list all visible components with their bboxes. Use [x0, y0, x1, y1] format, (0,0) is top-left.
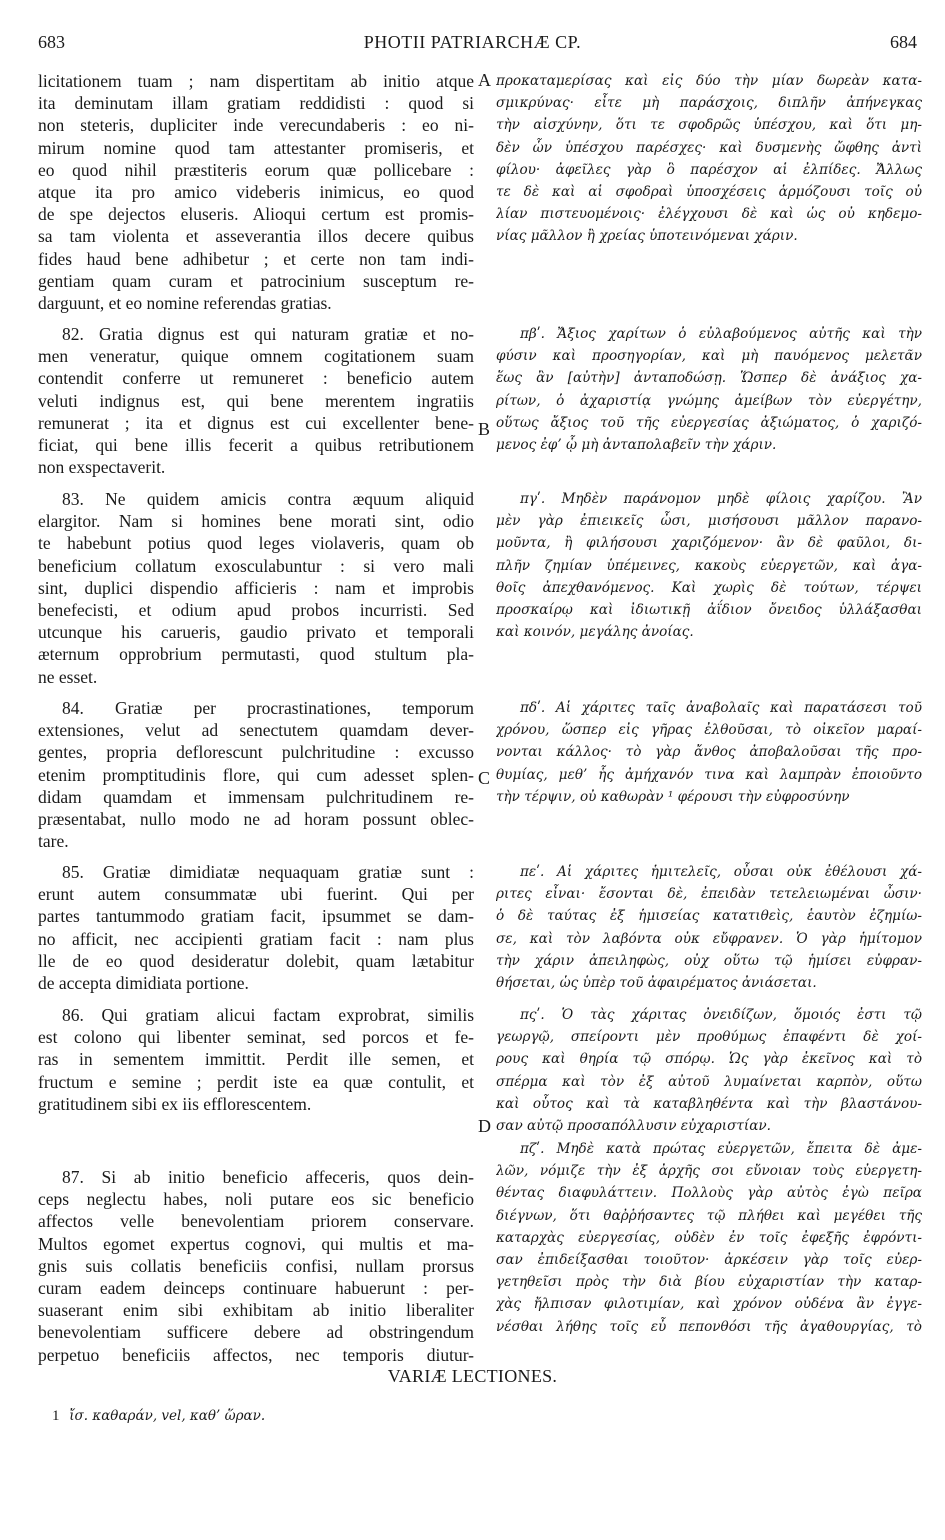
greek-line: ριτες εἶναι· ἔσονται δὲ, ἐπειδὰν τετελειωμέναι ὦσιν·: [496, 886, 922, 903]
greek-line: ὁ δὲ ταύτας ἐξ ἡμισείας κατατιθεὶς, ἑαυτὸν ἐζημίω-: [496, 908, 922, 925]
latin-line: fides haud bene adhibetur ; et certe non tam indi-: [38, 248, 474, 269]
greek-line: τὴν αἰσχύνην, ὅτι τε σφοδρῶς ὑπέσχου, καὶ ὅτι μη-: [496, 117, 922, 134]
latin-line: benefecisti, et odium apud probos incurristi. Sed: [38, 599, 474, 620]
greek-line: καὶ κοινόν, μεγάλης ἀνοίας.: [496, 624, 694, 641]
greek-line: δὲν ὧν ὑπέσχου παρέσχες· καὶ δυσμενὴς ὤφθης ἀντὶ: [496, 139, 922, 156]
latin-line: beneficium collatum exosculabuntur : si vero mali: [38, 555, 474, 576]
greek-line: θήσεται, ὡς ὑπὲρ τοῦ ἀφαιρέματος ἀνιάσεται.: [496, 974, 817, 991]
running-title: PHOTII PATRIARCHÆ CP.: [363, 32, 582, 52]
greek-paragraph-83: [496, 488, 922, 643]
latin-line: Multos egomet expertus cognovi, qui multis et ma-: [38, 1233, 474, 1254]
footnote-text: ἴσ. καθαράν, vel, καθ’ ὥραν.: [69, 1408, 266, 1424]
latin-line: lle de eo quod desideratur dolebit, quam lætabitur: [38, 950, 474, 971]
greek-line: πβʹ. Ἄξιος χαρίτων ὁ εὐλαβούμενος αὐτῆς καὶ τὴν: [520, 326, 922, 342]
latin-line: elargitor. Nam si homines bene morati sint, odio: [38, 511, 474, 532]
greek-line: θοῖς ἀπεχθανόμενος. Καὶ χωρὶς δὲ τούτων, τέρψει: [496, 579, 922, 596]
latin-line: etenim promptitudinis flore, qui cum adesset splen-: [38, 764, 474, 785]
greek-line: σαν ἐπιδείξασθαι τοιοῦτον· ἀρκέσειν γὰρ τοῖς εὐερ-: [496, 1251, 922, 1268]
greek-line: διέγνων, ὅτι θαῤῥήσαντες τῷ πλήθει καὶ μεγέθει τῆς: [496, 1207, 922, 1224]
greek-line: πλῆν ζημίαν ὑπέμεινες, κακοὺς εὐεργετῶν, καὶ ἀγα-: [496, 557, 922, 574]
latin-line: affectos velle benevolentiam priorem conservare.: [38, 1211, 474, 1232]
margin-marker-a: A: [478, 70, 491, 90]
latin-line: 87. Si ab initio beneficio affeceris, quos dein-: [62, 1167, 474, 1187]
greek-line: νονται κάλλος· τὸ γὰρ ἄνθος ἀποβαλοῦσαι τῆς προ-: [496, 744, 922, 761]
greek-paragraph-86: [496, 1004, 922, 1137]
latin-line: æternum opprobrium permutasti, quod stultum pla-: [38, 644, 474, 665]
latin-line: est colono qui libenter seminat, sed porcos et fe-: [38, 1027, 474, 1048]
greek-line: πςʹ. Ὁ τὰς χάριτας ὀνειδίζων, ὅμοιός ἐστι τῷ: [520, 1007, 922, 1023]
greek-line: τὴν χάριν ἀπειληφὼς, οὐχ οὕτω τῷ ἡμίσει εὐφραν-: [496, 952, 922, 969]
page-header: [0, 32, 945, 56]
latin-line: ita deminutam illam gratiam reddidisti : quod si: [38, 93, 474, 114]
greek-line: τὴν τέρψιν, οὐ καθωρὰν ¹ φέρουσι τὴν εὐφροσύνην: [496, 788, 850, 805]
latin-line: sa tam violenta et asseverantia illos decere quibus: [38, 226, 474, 247]
latin-line: ceps neglectu habes, noli putare eos sic beneficio: [38, 1189, 474, 1210]
greek-line: ρους καὶ θηρία τῷ σπόρῳ. Ὡς γὰρ ἐκεῖνος καὶ τὸ: [496, 1051, 922, 1068]
greek-line: νέσθαι λήθης τοῖς εὖ πεπονθόσι τῆς ἀγαθουργίας, τὸ: [496, 1318, 922, 1335]
greek-line: καταρχὰς εὐεργεσίας, οὐδὲν ἐν τοῖς ἐφεξῆς ἐφρόντι-: [496, 1229, 922, 1246]
latin-paragraph-86: [38, 1004, 474, 1115]
greek-line: σπέρμα καὶ τὸν ἐξ αὐτοῦ λυμαίνεται καρπὸν, οὕτω: [496, 1073, 922, 1090]
greek-line: νίας μᾶλλον ἢ χρείας ὑποτεινόμεναι χάριν.: [496, 228, 798, 245]
latin-line: 83. Ne quidem amicis contra æquum aliquid: [62, 489, 474, 509]
latin-line: erunt autem consummatæ ubi fuerint. Qui per: [38, 884, 474, 905]
greek-paragraph-81: [496, 70, 922, 248]
greek-line: λῶν, νόμιζε τὴν ἐξ ἀρχῆς σοι εὔνοιαν τοὺς εὐεργετη-: [496, 1163, 922, 1180]
greek-line: χὰς ἤλπισαν φιλοτιμίαν, καὶ χρόνον οὐδένα ἂν ἐγγε-: [496, 1296, 922, 1313]
greek-line: μὲν γὰρ ἐπιεικεῖς ὦσι, μισήσουσι μᾶλλον παρανο-: [496, 513, 922, 530]
latin-line: no afficit, nec accipienti gratiam facit : nam plus: [38, 928, 474, 949]
latin-line: partes tantummodo gratiam facit, ipsummet se dam-: [38, 906, 474, 927]
greek-line: μενος ἐφ’ ᾧ μὴ ἀνταπολαβεῖν τὴν χάριν.: [496, 436, 777, 453]
margin-marker-b: B: [478, 419, 491, 439]
greek-line: πζʹ. Μηδὲ κατὰ πρώτας εὐεργετῶν, ἔπειτα δὲ ἀμε-: [520, 1141, 922, 1157]
latin-line: sint, duplici dispendio afficieris : nam et improbis: [38, 577, 474, 598]
latin-line: 84. Gratiæ per procrastinationes, temporum: [62, 698, 474, 718]
variae-lectiones-heading: VARIÆ LECTIONES.: [387, 1366, 558, 1386]
greek-line: καὶ οὗτος καὶ τὰ καταβληθέντα καὶ τὴν βλαστάνου-: [496, 1095, 922, 1112]
latin-line: tare.: [38, 831, 69, 852]
latin-line: benevolentiam sufficere debere ad obstringendum: [38, 1322, 474, 1343]
latin-paragraph-87: [38, 1166, 474, 1366]
latin-line: eo quod nihil præstiteris eorum quæ pollicebare :: [38, 159, 474, 180]
greek-line: λίαν πιστευομένοις· ἐλέγχουσι δὲ καὶ ὡς οὐ κηδεμο-: [496, 206, 922, 223]
latin-line: didam quamdam et immensam pulchritudinem re-: [38, 786, 474, 807]
greek-paragraph-87: [496, 1138, 922, 1338]
margin-marker-d: D: [478, 1116, 491, 1136]
latin-line: fructum e semine ; perdit iste ea quæ contulit, et: [38, 1071, 474, 1092]
latin-line: ficiat, qui bene illis fecerit a quibus retributionem: [38, 434, 474, 455]
latin-line: veluti indignus est, qui bene merentem ingratiis: [38, 390, 474, 411]
greek-line: οὕτως ἄξιος τοῦ τῆς εὐεργεσίας ἀξιώματος, ὁ χαριζό-: [496, 414, 922, 431]
latin-line: remunerat ; ita et dignus est cui excellenter bene-: [38, 412, 474, 433]
latin-line: te habebunt potius quod leges violaveris, quam ob: [38, 533, 474, 554]
greek-line: σε, καὶ τὸν λαβόντα οὐκ εὔφρανεν. Ὁ γὰρ ἡμίτομον: [496, 930, 922, 947]
latin-line: præsentabat, nullo modo ne ad horam possunt oblec-: [38, 808, 474, 829]
greek-line: πδʹ. Αἱ χάριτες ταῖς ἀναβολαῖς καὶ παρατάσεσι τοῦ: [520, 700, 922, 716]
greek-line: γετηθεῖσι πρὸς τὴν διὰ βίου εὐχαριστίαν τὴν καταρ-: [496, 1274, 922, 1291]
latin-line: de spe dejectos eluseris. Alioqui certum est promis-: [38, 204, 474, 225]
latin-paragraph-84: [38, 697, 474, 852]
greek-line: φίλου· ἀφεῖλες γὰρ ὃ παρέσχον αἱ ἐλπίδες. Ἄλλως: [496, 161, 922, 178]
page-number-right: 684: [890, 32, 917, 52]
latin-line: contendit conferre ut remuneret : beneficio autem: [38, 368, 474, 389]
margin-marker-c: C: [478, 768, 491, 788]
latin-line: 86. Qui gratiam alicui factam exprobrat, similis: [62, 1005, 474, 1025]
greek-line: χρόνου, ὥσπερ εἰς γῆρας ἐλθοῦσαι, τὸ οἰκεῖον μαραί-: [496, 722, 922, 739]
latin-line: de accepta dimidiata portione.: [38, 972, 249, 993]
latin-line: licitationem tuam ; nam dispertitam ab initio atque: [38, 71, 474, 91]
greek-line: ἕως ἂν [αὐτὴν] ἀνταποδώσῃ. Ὥσπερ δὲ ἀνάξιος χα-: [496, 370, 922, 387]
footnote-number: 1: [52, 1408, 60, 1424]
latin-line: mirum nomine quod tam attestanter promiseris, et: [38, 137, 474, 158]
greek-line: πεʹ. Αἱ χάριτες ἡμιτελεῖς, οὖσαι οὐκ ἐθέλουσι χά-: [520, 864, 922, 880]
latin-line: gentes, propria deflorescunt pulchritudine : excusso: [38, 742, 474, 763]
greek-line: προκαταμερίσας καὶ εἰς δύο τὴν μίαν δωρεὰν κατα-: [496, 73, 922, 89]
greek-line: γεωργῷ, σπείροντι μὲν προθύμως ἐπαφέντι δὲ χοί-: [496, 1029, 922, 1046]
latin-line: ras in sementem immittit. Perdit ille semen, et: [38, 1049, 474, 1070]
latin-paragraph-85: [38, 861, 474, 994]
greek-line: σαν αὐτῷ προσαπόλλυσιν εὐχαριστίαν.: [496, 1117, 771, 1134]
greek-paragraph-85: [496, 861, 922, 994]
greek-line: μοῦντα, ἢ φιλήσουσι χαριζόμενον· ἂν δὲ φαῦλοι, δι-: [496, 535, 922, 552]
latin-line: suaserant enim sibi exhibitam ab initio liberaliter: [38, 1300, 474, 1321]
latin-paragraph-83: [38, 488, 474, 688]
greek-paragraph-82: [496, 323, 922, 456]
greek-paragraph-84: [496, 697, 922, 808]
latin-line: gratitudinem sibi ex iis efflorescentem.: [38, 1093, 312, 1114]
latin-line: darguunt, et eo nomine referendas gratias.: [38, 292, 332, 313]
latin-line: curam eadem deinceps continuare habuerunt : per-: [38, 1277, 474, 1298]
latin-line: ne esset.: [38, 666, 98, 687]
greek-line: ρίτων, ὁ ἀχαριστίᾳ γνώμης ἀμείβων τὸν εὐεργέτην,: [496, 392, 922, 409]
greek-line: προσκαίρῳ καὶ ἰδιωτικῇ ἀΐδιον ὄνειδος ὑλλάξασθαι: [496, 601, 922, 618]
page-number-left: 683: [38, 32, 65, 52]
latin-line: 85. Gratiæ dimidiatæ nequaquam gratiæ sunt :: [62, 862, 474, 882]
latin-line: atque ita pro amico videberis inimicus, eo quod: [38, 181, 474, 202]
latin-line: non steteris, dupliciter inde verecundaberis : eo ni-: [38, 115, 474, 136]
latin-line: non exspectaverit.: [38, 457, 166, 478]
latin-line: men veneratur, quique omnem cogitationem suam: [38, 346, 474, 367]
latin-line: 82. Gratia dignus est qui naturam gratiæ et no-: [62, 324, 474, 344]
greek-line: σμικρύνας· εἶτε μὴ παράσχοις, διπλῆν ἀπήνεγκας: [496, 95, 922, 112]
latin-paragraph-81: [38, 70, 474, 314]
greek-line: πγʹ. Μηδὲν παράνομον μηδὲ φίλοις χαρίζου. Ἂν: [520, 491, 922, 507]
greek-line: τε δὲ καὶ αἱ σφοδραὶ ὑποσχέσεις ἁρμόζουσι τοῖς οὐ: [496, 183, 922, 200]
latin-line: perpetuo beneficiis affectos, nec temporis diutur-: [38, 1344, 474, 1365]
latin-line: gnis suis collatis beneficiis confisi, nullam prorsus: [38, 1255, 474, 1276]
greek-line: θέντας διαφυλάττειν. Πολλοὺς γὰρ αὐτὸς ἐγὼ πεῖρα: [496, 1185, 922, 1202]
greek-line: θυμίας, μεθ’ ἧς ἀμήχανόν τινα καὶ λαμπρὰν ἐποιοῦντο: [496, 766, 922, 783]
latin-line: gentiam quam curam et patrocinium susceptum re-: [38, 270, 474, 291]
footnote: [52, 1408, 265, 1425]
latin-line: utcunque his carueris, gaudio privato et temporali: [38, 622, 474, 643]
latin-paragraph-82: [38, 323, 474, 478]
greek-line: φύσιν καὶ προσηγορίαν, καὶ μὴ παυόμενος μελετᾶν: [496, 348, 922, 365]
latin-line: extensiones, velut ad senectutem quamdam dever-: [38, 720, 474, 741]
